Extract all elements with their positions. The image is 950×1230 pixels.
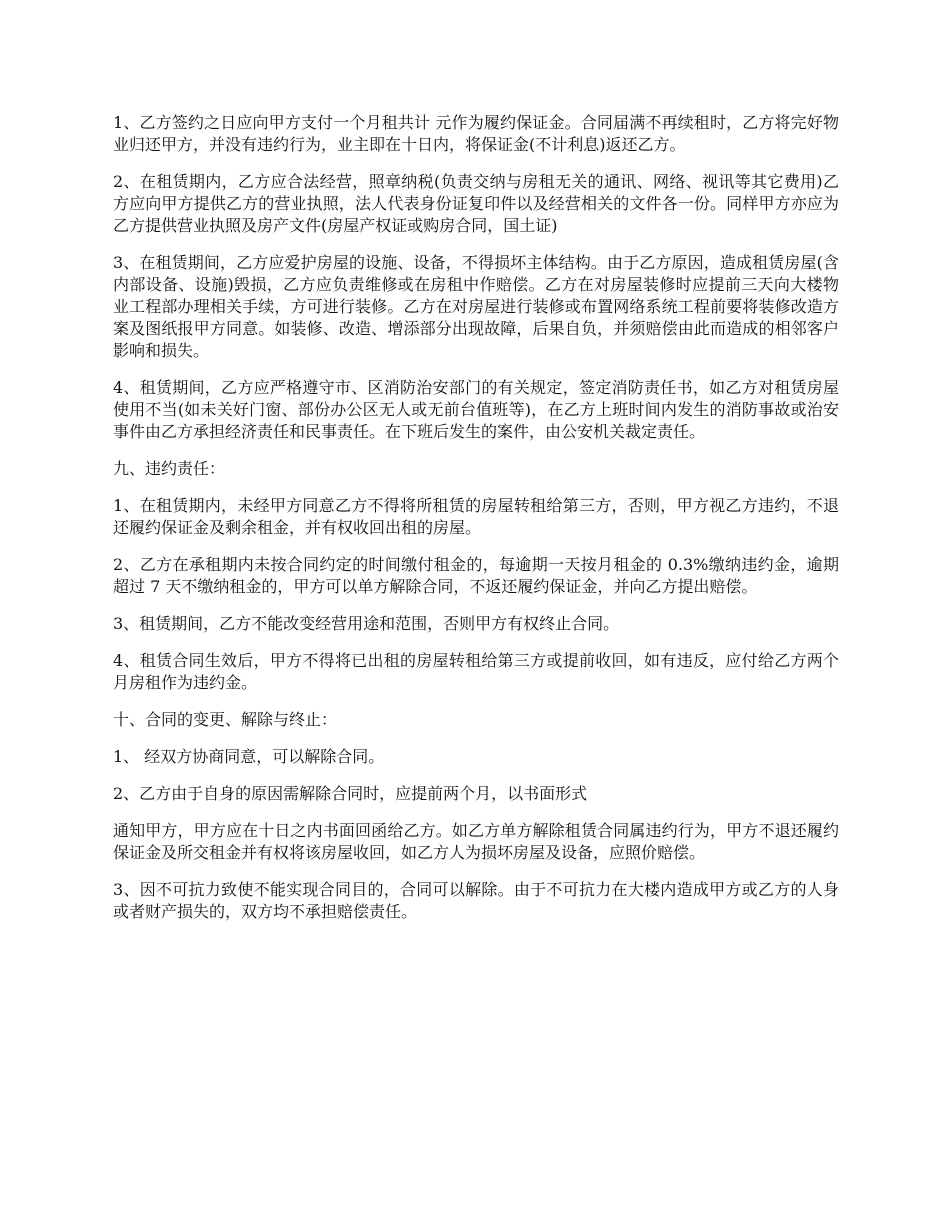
section-heading-breach: 九、违约责任： <box>113 459 226 478</box>
paragraph-fire-safety: 4、租赁期间，乙方应严格遵守市、区消防治安部门的有关规定，签定消防责任书，如乙方对租赁房屋使用不当(如未关好门窗、部份办公区无人或无前台值班等)，在乙方上班时间内发生的消防事故或治安事件由乙方承担经济责任和民事责任。在下班后发生的案件，由公安机关裁定责任。 <box>113 378 839 441</box>
section-heading-termination: 十、合同的变更、解除与终止： <box>113 710 338 729</box>
document-body <box>113 112 839 938</box>
paragraph-landlord-breach: 4、租赁合同生效后，甲方不得将已出租的房屋转租给第三方或提前收回，如有违反，应付给乙方两个月房租作为违约金。 <box>113 651 839 692</box>
paragraph-force-majeure: 3、因不可抗力致使不能实现合同目的，合同可以解除。由于不可抗力在大楼内造成甲方或乙方的人身或者财产损失的，双方均不承担赔偿责任。 <box>113 880 839 921</box>
paragraph-mutual-termination: 1、 经双方协商同意，可以解除合同。 <box>113 747 385 766</box>
paragraph-maintenance: 3、在租赁期间，乙方应爱护房屋的设施、设备，不得损坏主体结构。由于乙方原因，造成租赁房屋(含内部设备、设施)毁损，乙方应负责维修或在房租中作赔偿。乙方在对房屋装修时应提前三天向大楼物业工程部办理相关手续，方可进行装修。乙方在对房屋进行装修或布置网络系统工程前要将装修改造方案及图纸报甲方同意。如装修、改造、增添部分出现故障，后果自负，并须赔偿由此而造成的相邻客户影响和损失。 <box>113 253 839 360</box>
paragraph-deposit: 1、乙方签约之日应向甲方支付一个月租共计 元作为履约保证金。合同届满不再续租时，乙方将完好物业归还甲方，并没有违约行为，业主即在十日内，将保证金(不计利息)返还乙方。 <box>113 113 839 154</box>
paragraph-usage-change: 3、租赁期间，乙方不能改变经营用途和范围，否则甲方有权终止合同。 <box>113 614 620 633</box>
paragraph-late-payment: 2、乙方在承租期内未按合同约定的时间缴付租金的，每逾期一天按月租金的 0.3%缴纳违约金，逾期超过 7 天不缴纳租金的，甲方可以单方解除合同，不返还履约保证金，并向乙方提出赔偿。 <box>113 555 839 596</box>
paragraph-notice: 通知甲方，甲方应在十日之内书面回函给乙方。如乙方单方解除租赁合同属违约行为，甲方不退还履约保证金及所交租金并有权将该房屋收回，如乙方人为损坏房屋及设备，应照价赔偿。 <box>113 821 839 862</box>
paragraph-sublease: 1、在租赁期内，未经甲方同意乙方不得将所租赁的房屋转租给第三方，否则，甲方视乙方违约，不退还履约保证金及剩余租金，并有权收回出租的房屋。 <box>113 496 839 537</box>
paragraph-lawful-operation: 2、在租赁期内，乙方应合法经营，照章纳税(负责交纳与房租无关的通讯、网络、视讯等其它费用)乙方应向甲方提供乙方的营业执照，法人代表身份证复印件以及经营相关的文件各一份。同样甲方亦应为乙方提供营业执照及房产文件(房屋产权证或购房合同，国土证) <box>113 172 839 235</box>
paragraph-tenant-termination: 2、乙方由于自身的原因需解除合同时，应提前两个月，以书面形式 <box>113 784 588 803</box>
